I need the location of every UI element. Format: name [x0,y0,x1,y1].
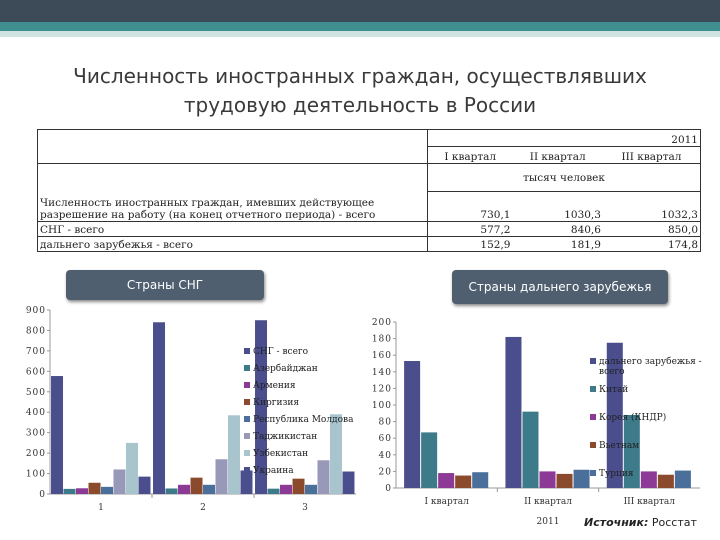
table-cell: 1030,3 [512,192,602,222]
legend-swatch [244,450,250,456]
legend-swatch [590,386,596,392]
legend-label: Республика Молдова [253,415,354,425]
legend-swatch [244,382,250,388]
bar [574,470,590,488]
legend-swatch [244,348,250,354]
table-quarter-header: III квартал [603,147,701,164]
bar [280,485,292,494]
x-tick-label: 1 [98,503,104,513]
x-tick-label: III квартал [623,497,676,507]
bar [240,470,252,494]
legend-swatch [590,358,596,364]
legend-swatch [244,365,250,371]
chart-cis [0,300,380,522]
legend-swatch [244,467,250,473]
bar [675,471,691,488]
data-table [37,129,701,252]
bar [557,474,573,488]
bar [455,476,471,488]
table-unit: тысяч человек [428,164,701,192]
banner-far-abroad: Страны дальнего зарубежья [452,270,668,304]
legend-swatch [590,470,596,476]
y-tick-label: 800 [25,326,46,337]
legend-label: Украина [253,466,294,476]
bar [539,471,555,488]
y-tick-label: 0 [39,490,46,500]
bar [89,483,101,494]
legend-swatch [244,399,250,405]
y-tick-label: 160 [371,351,392,362]
x-tick-label: 3 [302,503,308,513]
bar [138,477,150,494]
source-value: Росстат [651,516,697,529]
legend-label: Таджикистан [253,432,318,442]
legend-swatch [590,442,596,448]
x-tick-label: I квартал [424,497,469,507]
bar [293,479,305,494]
bar [215,459,227,494]
legend-label: Узбекистан [253,449,309,459]
table-cell: 577,2 [428,222,513,237]
bar [153,322,165,494]
y-tick-label: 400 [25,408,46,419]
y-tick-label: 40 [378,450,392,461]
table-cell: 850,0 [603,222,701,237]
bar [404,361,420,488]
bar [342,472,354,494]
y-tick-label: 0 [385,484,392,494]
legend-swatch [590,414,596,420]
table-quarter-header: I квартал [428,147,513,164]
table-cell: 181,9 [512,237,602,252]
banner-cis: Страны СНГ [66,270,264,300]
legend-label: Вьетнам [599,441,640,451]
bar [178,485,190,494]
bar [76,488,88,494]
table-cell: 152,9 [428,237,513,252]
table-cell: 840,6 [512,222,602,237]
source-label: Источник: [584,516,649,529]
bar [268,489,280,494]
y-tick-label: 900 [25,306,46,316]
chart-far-abroad [368,314,720,528]
bar [522,412,538,488]
table-cell: 174,8 [603,237,701,252]
legend-swatch [244,416,250,422]
table-empty-cell [38,164,428,192]
y-tick-label: 100 [371,401,392,411]
x-tick-label: 2 [200,503,206,513]
bar [641,471,657,488]
bar [305,485,317,494]
legend-label: Киргизия [253,398,300,408]
legend-label: Турция [599,469,634,479]
y-tick-label: 180 [371,334,392,345]
x-tick-label: II квартал [524,497,572,507]
legend-label: Корея (КНДР) [599,413,667,423]
y-tick-label: 600 [25,367,46,378]
y-tick-label: 140 [371,367,392,378]
legend-label: Китай [599,385,629,395]
y-tick-label: 700 [25,346,46,357]
header-accent-bar [0,22,720,31]
source-note [584,516,697,529]
y-tick-label: 500 [25,387,46,398]
header-light-bar [0,31,720,37]
table-row-label: СНГ - всего [38,222,428,237]
table-row-label: дальнего зарубежья - всего [38,237,428,252]
table-corner-cell [38,130,428,164]
bar [421,432,437,488]
legend-label: Азербайджан [253,364,318,374]
y-tick-label: 60 [378,434,392,445]
bar [228,415,240,494]
bar [126,443,138,494]
slide-title: Численность иностранных граждан, осуществлявших трудовую деятельность в России [73,64,647,117]
y-tick-label: 200 [371,318,392,328]
legend-swatch [244,433,250,439]
table-row-label: Численность иностранных граждан, имевших действующее разрешение на работу (на конец отчетного периода) - всего [38,192,428,222]
header-bar [0,0,720,22]
x-axis-label: 2011 [536,517,560,527]
bar [505,337,521,488]
bar [166,488,178,494]
y-tick-label: 200 [25,449,46,460]
y-tick-label: 80 [378,417,392,428]
bar [658,475,674,488]
bar [113,469,125,494]
table-quarter-header: II квартал [512,147,602,164]
bar [51,376,63,494]
legend-label: дальнего зарубежья -всего [599,357,702,377]
y-tick-label: 120 [371,384,392,395]
table-cell: 1032,3 [603,192,701,222]
table-year-header: 2011 [428,130,701,147]
bar [203,485,215,494]
bar [438,473,454,488]
y-tick-label: 100 [25,469,46,480]
table-cell: 730,1 [428,192,513,222]
y-tick-label: 300 [25,428,46,439]
y-tick-label: 20 [378,467,392,478]
bar [101,487,113,494]
bar [191,478,203,494]
bar [330,414,342,494]
bar [317,460,329,494]
bar [472,472,488,488]
legend-label: Армения [253,381,296,391]
bar [64,489,76,494]
legend-label: СНГ - всего [253,347,309,357]
